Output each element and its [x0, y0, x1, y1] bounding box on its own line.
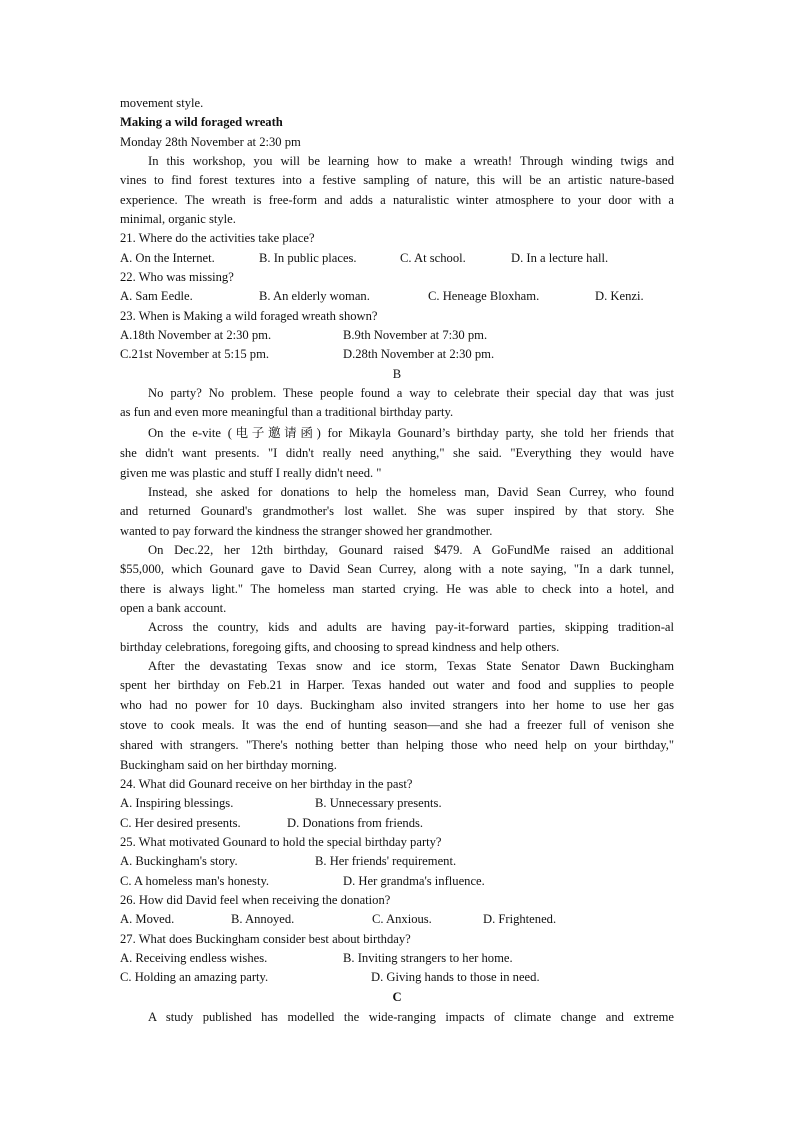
option-a[interactable]: A. Receiving endless wishes.	[120, 951, 268, 965]
section-c-heading: C	[392, 990, 402, 1004]
question-23: 23. When is Making a wild foraged wreath shown?	[120, 309, 378, 323]
event-date: Monday 28th November at 2:30 pm	[120, 135, 301, 149]
option-d[interactable]: D. In a lecture hall.	[511, 251, 609, 265]
option-a[interactable]: A.18th November at 2:30 pm.	[120, 328, 272, 342]
option-c[interactable]: C. Anxious.	[372, 912, 432, 926]
option-a[interactable]: A. Inspiring blessings.	[120, 796, 234, 810]
option-b[interactable]: B. Inviting strangers to her home.	[343, 951, 513, 965]
question-26: 26. How did David feel when receiving the donation?	[120, 893, 391, 907]
paragraph-line: and returned Gounard's grandmother's lost wallet. She was super inspired by that story. She	[120, 504, 674, 518]
option-a[interactable]: A. On the Internet.	[120, 251, 215, 265]
option-c[interactable]: C. Her desired presents.	[120, 816, 241, 830]
paragraph-line: A study published has modelled the wide-ranging impacts of climate change and extreme	[148, 1010, 674, 1024]
event-body-line: vines to find forest textures into a festive sampling of nature, this will be an artistic nature-based	[120, 173, 674, 187]
paragraph-line: Across the country, kids and adults are having pay-it-forward parties, skipping tradition-al	[148, 620, 674, 634]
event-body-line: In this workshop, you will be learning how to make a wreath! Through winding twigs and	[148, 154, 674, 168]
event-body-line: experience. The wreath is free-form and adds a naturalistic winter atmosphere to your door with a	[120, 193, 674, 207]
option-a[interactable]: A. Moved.	[120, 912, 175, 926]
option-a[interactable]: A. Buckingham's story.	[120, 854, 238, 868]
event-body-line: minimal, organic style.	[120, 212, 236, 226]
section-b-heading: B	[392, 367, 402, 381]
question-24: 24. What did Gounard receive on her birthday in the past?	[120, 777, 413, 791]
paragraph-line: open a bank account.	[120, 601, 227, 615]
paragraph-line: birthday celebrations, foregoing gifts, and choosing to spread kindness and help others.	[120, 640, 560, 654]
paragraph-line: On the e-vite (电子邀请函) for Mikayla Gounard’s birthday party, she told her friends that	[148, 426, 674, 440]
paragraph-line: On Dec.22, her 12th birthday, Gounard raised $479. A GoFundMe raised an additional	[148, 543, 674, 557]
option-c[interactable]: C. At school.	[400, 251, 466, 265]
option-b[interactable]: B. Her friends' requirement.	[315, 854, 457, 868]
option-c[interactable]: C. Holding an amazing party.	[120, 970, 269, 984]
event-title: Making a wild foraged wreath	[120, 115, 283, 129]
paragraph-line: who had no power for 10 days. Buckingham also invited strangers into her home to use her gas	[120, 698, 674, 712]
option-d[interactable]: D. Frightened.	[483, 912, 557, 926]
option-b[interactable]: B. In public places.	[259, 251, 357, 265]
paragraph-line: shared with strangers. "There's nothing better than helping those who need help on your birthday,"	[120, 738, 674, 752]
paragraph-line: stove to cook meals. It was the end of hunting season—and she had a freezer full of venison she	[120, 718, 674, 732]
option-b[interactable]: B. Unnecessary presents.	[315, 796, 442, 810]
paragraph-line: $55,000, which Gounard gave to David Sean Currey, along with a note saying, "In a dark tunnel,	[120, 562, 674, 576]
paragraph-line: given me was plastic and stuff I really didn't need. "	[120, 466, 382, 480]
option-b[interactable]: B. An elderly woman.	[259, 289, 370, 303]
paragraph-line: Instead, she asked for donations to help the homeless man, David Sean Currey, who found	[148, 485, 674, 499]
question-22: 22. Who was missing?	[120, 270, 234, 284]
paragraph-line: No party? No problem. These people found a way to celebrate their special day that was just	[148, 386, 674, 400]
paragraph-line: there is always light." The homeless man started crying. He was able to check into a hotel, and	[120, 582, 674, 596]
question-25: 25. What motivated Gounard to hold the special birthday party?	[120, 835, 442, 849]
option-c[interactable]: C. A homeless man's honesty.	[120, 874, 270, 888]
question-21: 21. Where do the activities take place?	[120, 231, 315, 245]
option-b[interactable]: B.9th November at 7:30 pm.	[343, 328, 488, 342]
option-a[interactable]: A. Sam Eedle.	[120, 289, 193, 303]
paragraph-line: as fun and even more meaningful than a traditional birthday party.	[120, 405, 454, 419]
option-d[interactable]: D. Kenzi.	[595, 289, 644, 303]
passage-tail: movement style.	[120, 96, 204, 110]
paragraph-line: spent her birthday on Feb.21 in Harper. Texas handed out water and food and supplies to people	[120, 678, 674, 692]
option-d[interactable]: D. Her grandma's influence.	[343, 874, 485, 888]
option-d[interactable]: D.28th November at 2:30 pm.	[343, 347, 495, 361]
question-27: 27. What does Buckingham consider best about birthday?	[120, 932, 411, 946]
paragraph-line: Buckingham said on her birthday morning.	[120, 758, 337, 772]
paragraph-line: wanted to pay forward the kindness the stranger showed her grandmother.	[120, 524, 493, 538]
option-d[interactable]: D. Donations from friends.	[287, 816, 424, 830]
option-c[interactable]: C.21st November at 5:15 pm.	[120, 347, 270, 361]
paragraph-line: After the devastating Texas snow and ice storm, Texas State Senator Dawn Buckingham	[148, 659, 674, 673]
option-d[interactable]: D. Giving hands to those in need.	[371, 970, 540, 984]
option-b[interactable]: B. Annoyed.	[231, 912, 295, 926]
paragraph-line: she didn't want presents. "I didn't really need anything," she said. "Everything they would have	[120, 446, 674, 460]
option-c[interactable]: C. Heneage Bloxham.	[428, 289, 540, 303]
